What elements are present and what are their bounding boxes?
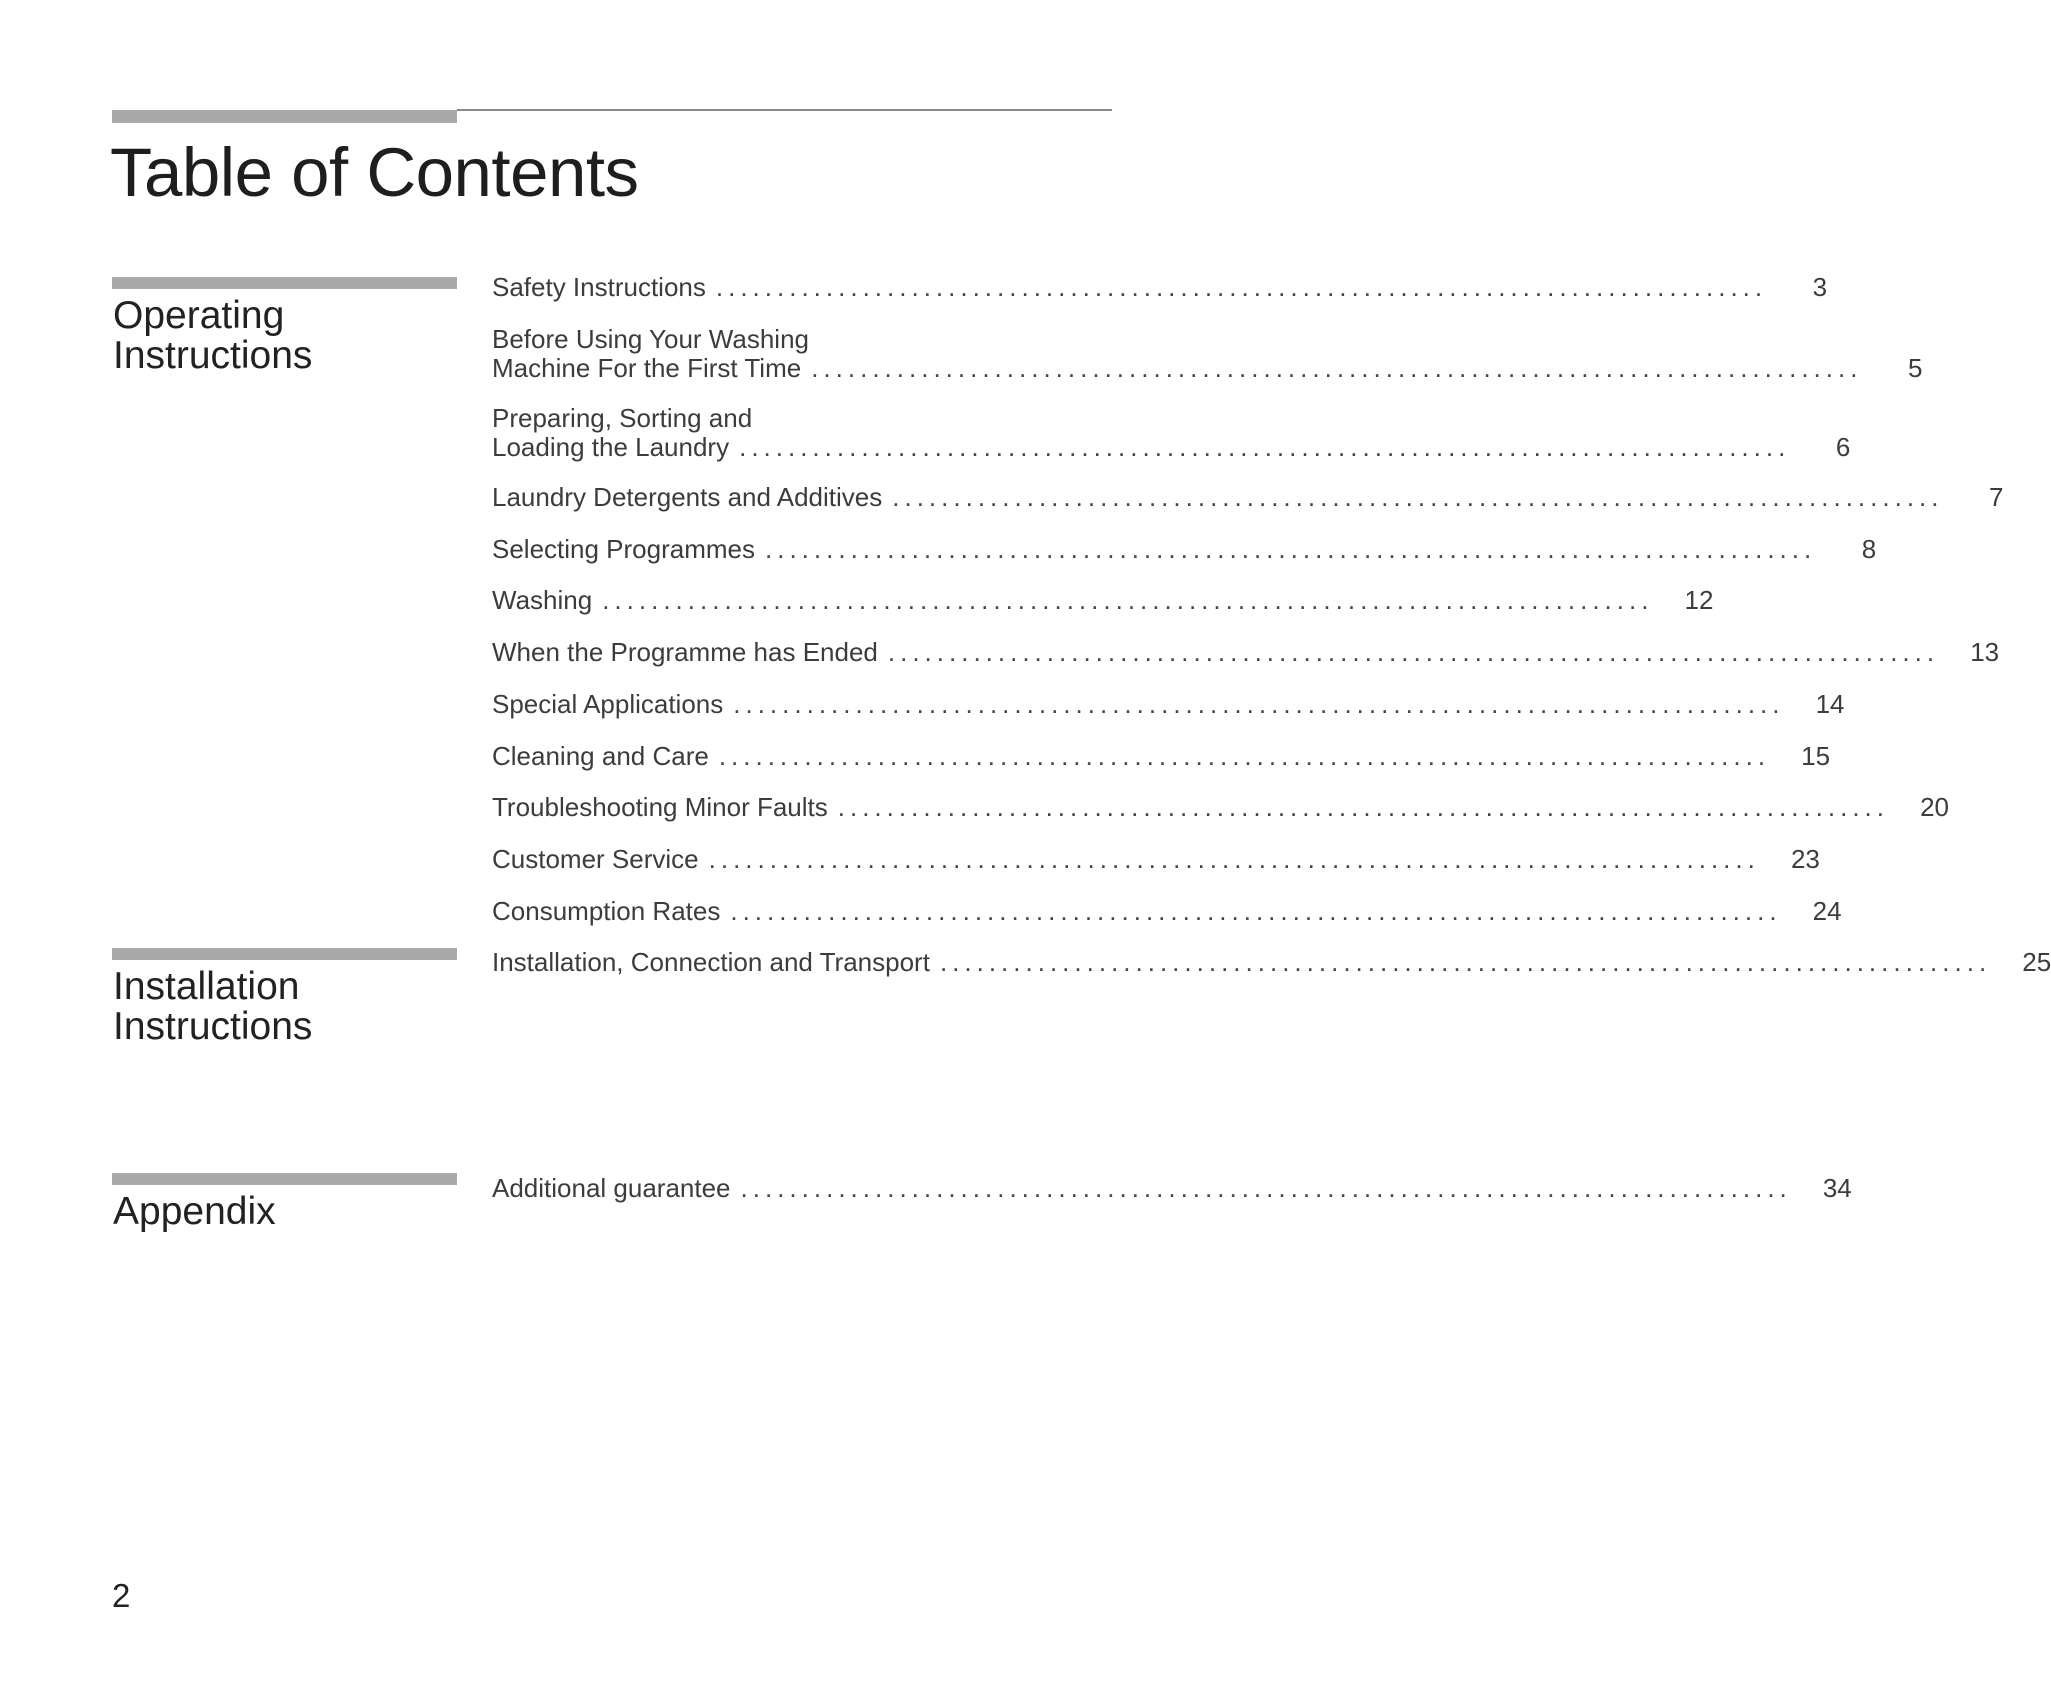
toc-entry[interactable] xyxy=(492,689,1845,719)
toc-entry-page: 15 xyxy=(1801,741,1831,771)
leader-dots: ...................................................................................... xyxy=(708,844,1760,874)
toc-entry[interactable] xyxy=(492,534,1877,564)
toc-entry-label: Customer Service xyxy=(492,844,699,874)
toc-entry-label-line1: Before Using Your Washing xyxy=(492,324,810,354)
toc-entry[interactable] xyxy=(492,947,2051,977)
toc-entry[interactable] xyxy=(492,844,1820,874)
leader-dots: ...................................................................................... xyxy=(740,1173,1792,1203)
toc-entry-label: Installation, Connection and Transport xyxy=(492,947,930,977)
page-title: Table of Contents xyxy=(110,134,639,211)
toc-entry-label: Safety Instructions xyxy=(492,272,706,302)
section-title-appendix: Appendix xyxy=(113,1190,276,1233)
toc-entry[interactable] xyxy=(492,637,2000,667)
leader-dots: ...................................................................................... xyxy=(730,896,1782,926)
toc-entry-label: Additional guarantee xyxy=(492,1173,731,1203)
section-title-operating: Operating Instructions xyxy=(113,294,313,377)
toc-entry-page: 6 xyxy=(1835,432,1851,462)
toc-entry-label: Laundry Detergents and Additives xyxy=(492,482,883,512)
page-number: 2 xyxy=(112,1577,131,1614)
leader-dots: ...................................................................................... xyxy=(811,353,1863,383)
header-bar xyxy=(112,110,457,123)
leader-dots: ...................................................................................... xyxy=(715,272,1768,302)
header-rule xyxy=(457,109,1112,111)
toc-entry[interactable] xyxy=(492,403,1851,462)
toc-entry-page: 5 xyxy=(1907,353,1923,383)
section-bar-installation xyxy=(112,948,457,960)
leader-dots: ...................................................................................... xyxy=(602,585,1654,615)
toc-entry-label-line1: Preparing, Sorting and xyxy=(492,403,753,433)
section-bar-appendix xyxy=(112,1173,457,1185)
leader-dots: ...................................................................................... xyxy=(939,947,1992,977)
toc-entry[interactable] xyxy=(492,585,1714,615)
toc-entry-page: 24 xyxy=(1812,896,1842,926)
toc-entry-page: 12 xyxy=(1684,585,1714,615)
toc-entry-label: Troubleshooting Minor Faults xyxy=(492,792,828,822)
toc-entry-page: 7 xyxy=(1989,482,2004,512)
toc-entry-label: Consumption Rates xyxy=(492,896,721,926)
toc-entry-label: Loading the Laundry xyxy=(492,432,730,462)
toc-entry-page: 8 xyxy=(1861,534,1877,564)
toc-entry-label: Cleaning and Care xyxy=(492,741,709,771)
toc-entry-page: 3 xyxy=(1812,272,1828,302)
leader-dots: ...................................................................................... xyxy=(892,482,1944,512)
toc-entry[interactable] xyxy=(492,896,1842,926)
leader-dots: ...................................................................................... xyxy=(765,534,1817,564)
toc-entry-label: When the Programme has Ended xyxy=(492,637,878,667)
toc-entry[interactable] xyxy=(492,482,2004,512)
toc-entry[interactable] xyxy=(492,1173,1852,1203)
section-bar-operating xyxy=(112,277,457,289)
toc-entry-label: Washing xyxy=(492,585,593,615)
toc-entry-page: 34 xyxy=(1822,1173,1852,1203)
toc-entry-page: 13 xyxy=(1970,637,2000,667)
toc-entry-page: 20 xyxy=(1920,792,1949,822)
toc-entry[interactable] xyxy=(492,741,1831,771)
toc-entry[interactable] xyxy=(492,324,1923,383)
section-title-installation: Installation Instructions xyxy=(113,965,313,1048)
leader-dots: ...................................................................................... xyxy=(718,741,1771,771)
toc-entry-page: 23 xyxy=(1790,844,1820,874)
leader-dots: ...................................................................................... xyxy=(733,689,1785,719)
leader-dots: ...................................................................................... xyxy=(887,637,1940,667)
toc-entry-label: Selecting Programmes xyxy=(492,534,755,564)
toc-entry-page: 14 xyxy=(1815,689,1845,719)
leader-dots: ...................................................................................... xyxy=(739,432,1791,462)
leader-dots: ...................................................................................... xyxy=(837,792,1889,822)
toc-entry-label: Machine For the First Time xyxy=(492,353,802,383)
toc-entry-page: 25 xyxy=(2022,947,2051,977)
toc-entry[interactable] xyxy=(492,792,1949,822)
toc-entry[interactable] xyxy=(492,272,1828,302)
toc-entry-label: Special Applications xyxy=(492,689,724,719)
